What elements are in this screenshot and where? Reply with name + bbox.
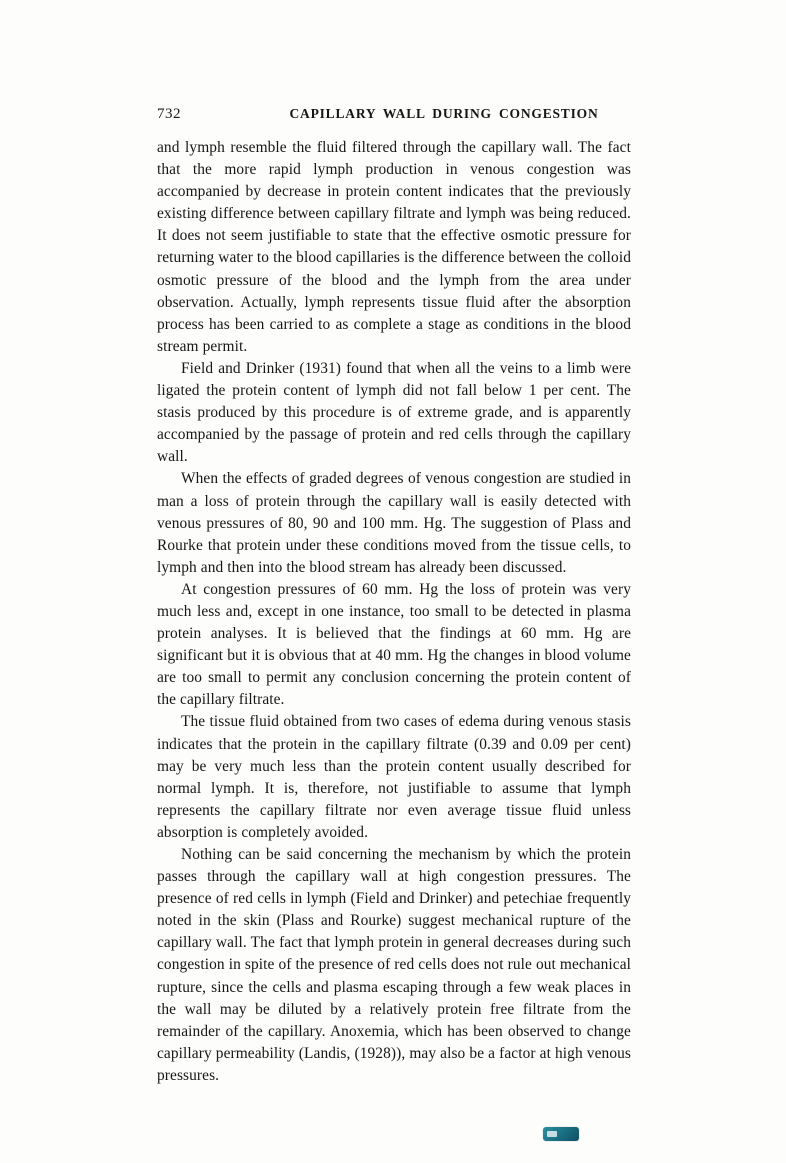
paragraph: Field and Drinker (1931) found that when all the veins to a limb were ligated the protein content of lymph did not fall below 1 per cent. The stasis produced by this procedure is of extreme grade, and is apparently accompanied by the passage of protein and red cells through the capillary wall.	[157, 359, 631, 466]
publisher-logo-icon	[543, 1127, 579, 1141]
text-column	[157, 106, 631, 1087]
page-number: 732	[157, 106, 181, 122]
paragraph: At congestion pressures of 60 mm. Hg the loss of protein was very much less and, except in one instance, too small to be detected in plasma protein analyses. It is believed that the findings at 60 mm. Hg are significant but it is obvious that at 40 mm. Hg the changes in blood volume are too small to permit any conclusion concerning the protein content of the capillary filtrate.	[157, 580, 631, 709]
running-head: CAPILLARY WALL DURING CONGESTION	[289, 106, 599, 121]
paragraph-continuation: and lymph resemble the fluid filtered through the capillary wall. The fact that the more rapid lymph production in venous congestion was accompanied by decrease in protein content indicates that the previously existing difference between capillary filtrate and lymph was being reduced. It does not seem justifiable to state that the effective osmotic pressure for returning water to the blood capillaries is the difference between the colloid osmotic pressure of the blood and the lymph from the area under observation. Actually, lymph represents tissue fluid after the absorption process has been carried to as complete a stage as conditions in the blood stream permit.	[157, 139, 631, 355]
paragraph: The tissue fluid obtained from two cases of edema during venous stasis indicates that the protein in the capillary filtrate (0.39 and 0.09 per cent) may be very much less than the protein content usually described for normal lymph. It is, therefore, not justifiable to assume that lymph represents the capillary filtrate nor even average tissue fluid unless absorption is completely avoided.	[157, 713, 631, 841]
paragraph: Nothing can be said concerning the mechanism by which the protein passes through the capillary wall at high congestion pressures. The presence of red cells in lymph (Field and Drinker) and petechiae frequently noted in the skin (Plass and Rourke) suggest mechanical rupture of the capillary wall. The fact that lymph protein in general decreases during such congestion in spite of the presence of red cells does not rule out mechanical rupture, since the cells and plasma escaping through a few weak places in the wall may be diluted by a relatively protein free filtrate from the remainder of the capillary. Anoxemia, which has been observed to change capillary permeability (Landis, (1928)), may also be a factor at high venous pressures.	[157, 846, 631, 1084]
page-header	[157, 106, 631, 123]
paragraph: When the effects of graded degrees of venous congestion are studied in man a loss of protein through the capillary wall is easily detected with venous pressures of 80, 90 and 100 mm. Hg. The suggestion of Plass and Rourke that protein under these conditions moved from the tissue cells, to lymph and then into the blood stream has already been discussed.	[157, 470, 631, 576]
body-text	[157, 137, 631, 1087]
